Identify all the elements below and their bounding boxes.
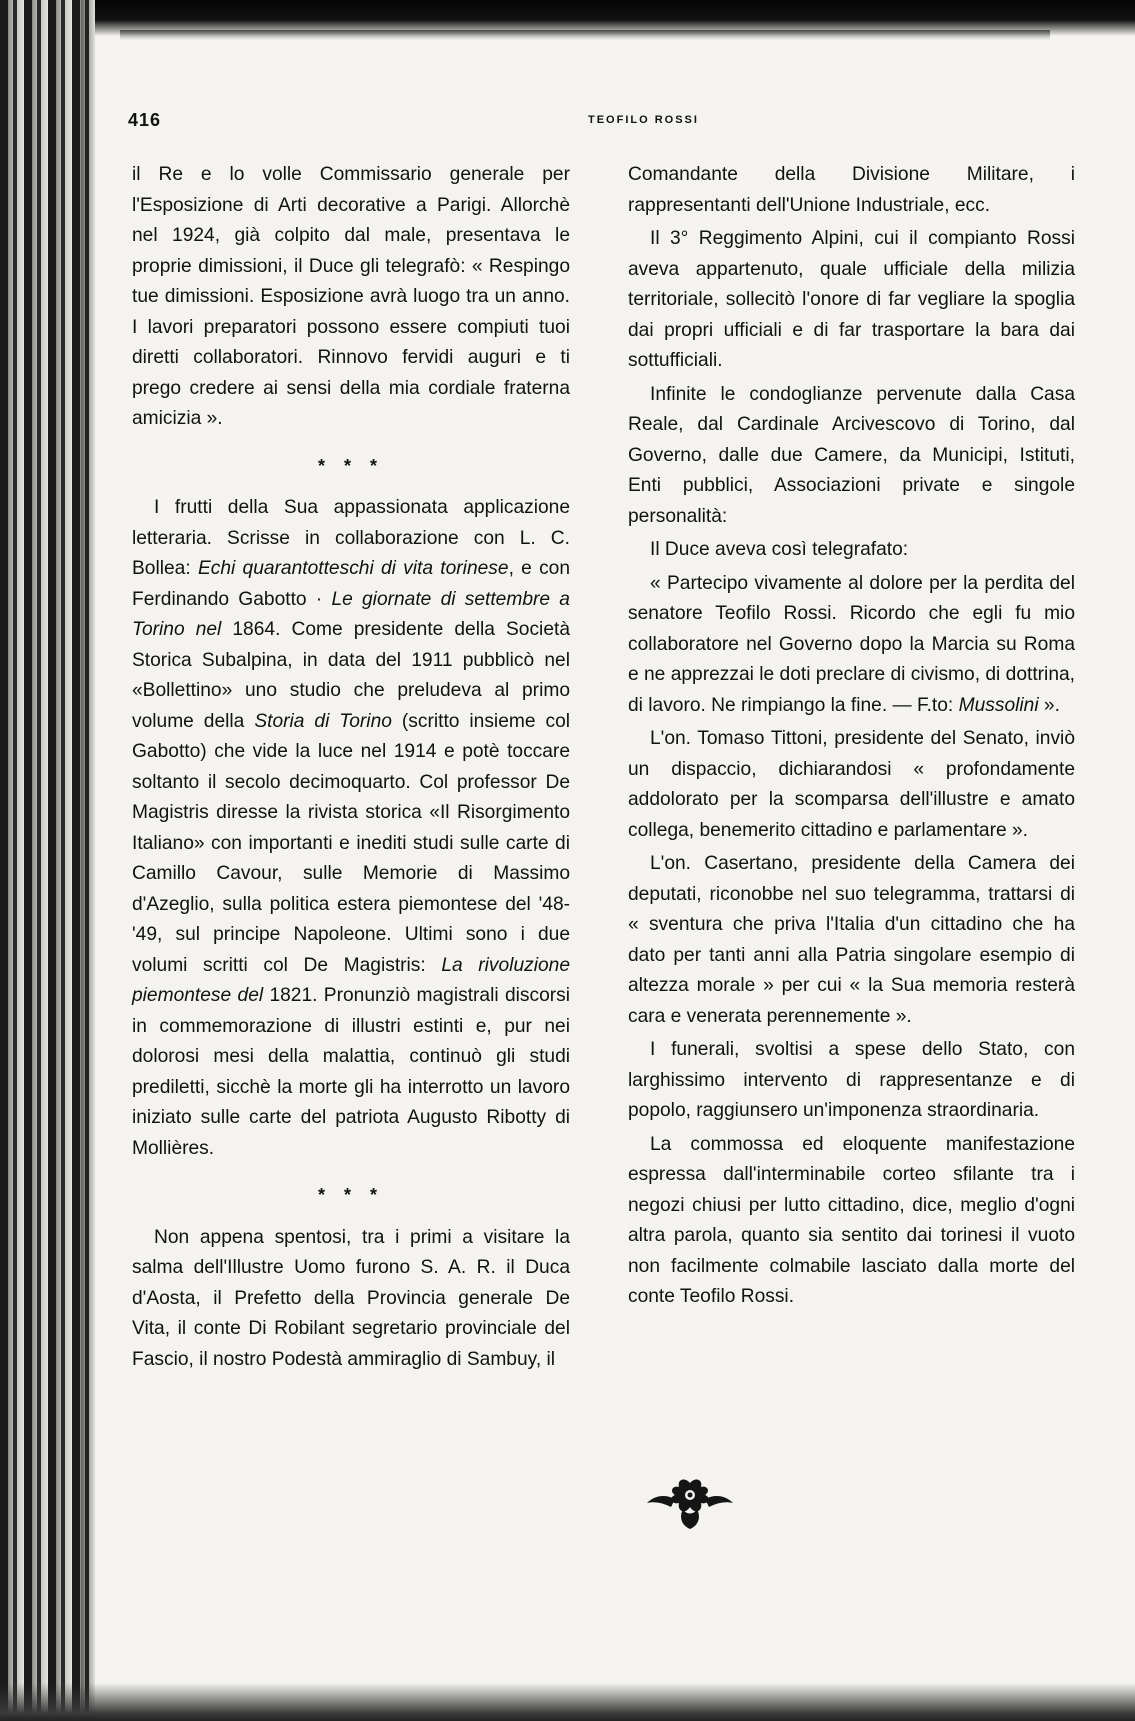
paragraph-continuation: il Re e lo volle Commissario generale per l'Esposizione di Arti decorative a Parigi. Allorchè nel 1924, già colpito dal male, presentava le proprie dimissioni, il Duce gli telegrafò: « Respingo tue dimissioni. Esposizione avrà luogo tra un anno. I lavori preparatori possono essere compiuti tuoi diretti collaboratori. Rinnovo fervidi auguri e ti prego credere ai sensi della mia cordiale fraterna amicizia ». <box>132 164 570 429</box>
paragraph-duce-intro: Il Duce aveva così telegrafato: <box>650 539 909 560</box>
running-title: TEOFILO ROSSI <box>588 114 699 126</box>
paragraph-literary-works <box>132 493 570 1164</box>
paragraph-duce-telegram <box>628 569 1075 722</box>
left-column <box>132 160 570 1375</box>
text-run: « Partecipo vivamente al dolore per la perdita del senatore Teofilo Rossi. Ricordo che egli fu mio collaboratore nel Governo dopo la Marcia su Roma e ne apprezzai le doti preclare di civismo, di dottrina, di lavoro. Ne rimpiango la fine. — F.to: <box>628 572 1075 716</box>
right-column <box>628 160 1075 1313</box>
section-separator: * * * <box>317 455 385 476</box>
paragraph-procession: La commossa ed eloquente manifestazione espressa dall'interminabile corteo sfilante tra i negozi chiusi per lutto cittadino, dice, meglio d'ogni altra parola, quanto sia sentito dai torinesi il vuoto non facilmente colmabile lasciato dalla morte del conte Teofilo Rossi. <box>628 1133 1075 1307</box>
text-run: . Come presidente della Società Storica Subalpina, in data del 1911 pubblicò nel «Bollettino» uno studio che preludeva al primo volume della <box>132 619 570 732</box>
book-title: Le giornate di settembre a Torino nel <box>132 588 570 640</box>
paragraph-funerals: I funerali, svoltisi a spese dello Stato, con larghissimo intervento di rappresentanze e di popolo, raggiunsero un'imponenza straordinaria. <box>628 1039 1075 1121</box>
text-run: I frutti della Sua appassionata applicazione letteraria. Scrisse in collaborazione con L. C. Bollea: <box>132 497 570 579</box>
signature: Mussolini <box>958 694 1039 716</box>
text-run: ». <box>1038 694 1060 716</box>
section-separator: * * * <box>317 1185 385 1205</box>
paragraph-casertano: L'on. Casertano, presidente della Camera dei deputati, riconobbe nel suo telegramma, trattarsi di « sventura che priva l'Italia d'un cittadino che ha dato per tanti anni alla Patria singolare esempio di altezza morale » per cui « la Sua memoria resterà cara e venerata perennemente ». <box>628 853 1075 1027</box>
text-run: , e con Ferdinando Gabotto · <box>132 558 571 610</box>
page-number: 416 <box>128 110 162 130</box>
book-title-year: 1864 <box>232 619 276 640</box>
paragraph-visitors: Non appena spentosi, tra i primi a visitare la salma dell'Illustre Uomo furono S. A. R. il Duca d'Aosta, il Prefetto della Provincia generale De Vita, il conte Di Robilant segretario provinciale del Fascio, il nostro Podestà ammiraglio di Sambuy, il <box>132 1226 570 1370</box>
scan-top-shadow <box>0 0 1135 36</box>
paragraph-condolences: Infinite le condoglianze pervenute dalla Casa Reale, dal Cardinale Arcivescovo di Torino, dal Governo, dalle due Camere, da Municipi, Istituti, Enti pubblici, Associazioni private e singole personalità: <box>628 383 1075 527</box>
book-title: Echi quarantotteschi di vita torinese <box>197 558 509 579</box>
paragraph-continuation: Comandante della Divisione Militare, i rappresentanti dell'Unione Industriale, ecc. <box>628 164 1075 216</box>
paragraph-alpini: Il 3° Reggimento Alpini, cui il compianto Rossi aveva appartenuto, quale ufficiale della milizia territoriale, sollecitò l'onore di far vegliare la spoglia dai propri ufficiali e di far trasportare la bara dai sottufficiali. <box>628 228 1075 371</box>
book-title: La rivoluzione piemontese del <box>132 954 570 1006</box>
book-page-edges <box>0 0 95 1721</box>
book-title: Storia di Torino <box>254 710 392 732</box>
text-run: 1821. Pronunziò magistrali discorsi in commemorazione di illustri estinti e, pur nei dolorosi mesi della malattia, continuò gli studi prediletti, sicchè la morte gli ha interrotto un lavoro iniziato sulle carte del patriota Augusto Ribotty di Mollières. <box>132 985 570 1159</box>
page-header <box>128 110 1133 140</box>
text-run: (scritto insieme col Gabotto) che vide la luce nel 1914 e potè toccare soltanto il secolo decimoquarto. Col professor De Magistris diresse la rivista storica «Il Risorgimento Italiano» con importanti e inediti studi sulle carte di Camillo Cavour, sulle Memorie di Massimo d'Azeglio, sulla politica estera piemontese del '48-'49, sul principe Napoleone. Ultimi sono i due volumi scritti col De Magistris: <box>132 710 571 976</box>
scan-bottom-shadow <box>0 1683 1135 1721</box>
paragraph-tittoni: L'on. Tomaso Tittoni, presidente del Senato, inviò un dispaccio, dichiarandosi « profondamente addolorato per la scomparsa dell'illustre e amato collega, benemerito cittadino e parlamentare ». <box>628 728 1075 841</box>
floral-ornament-icon <box>645 1475 735 1531</box>
